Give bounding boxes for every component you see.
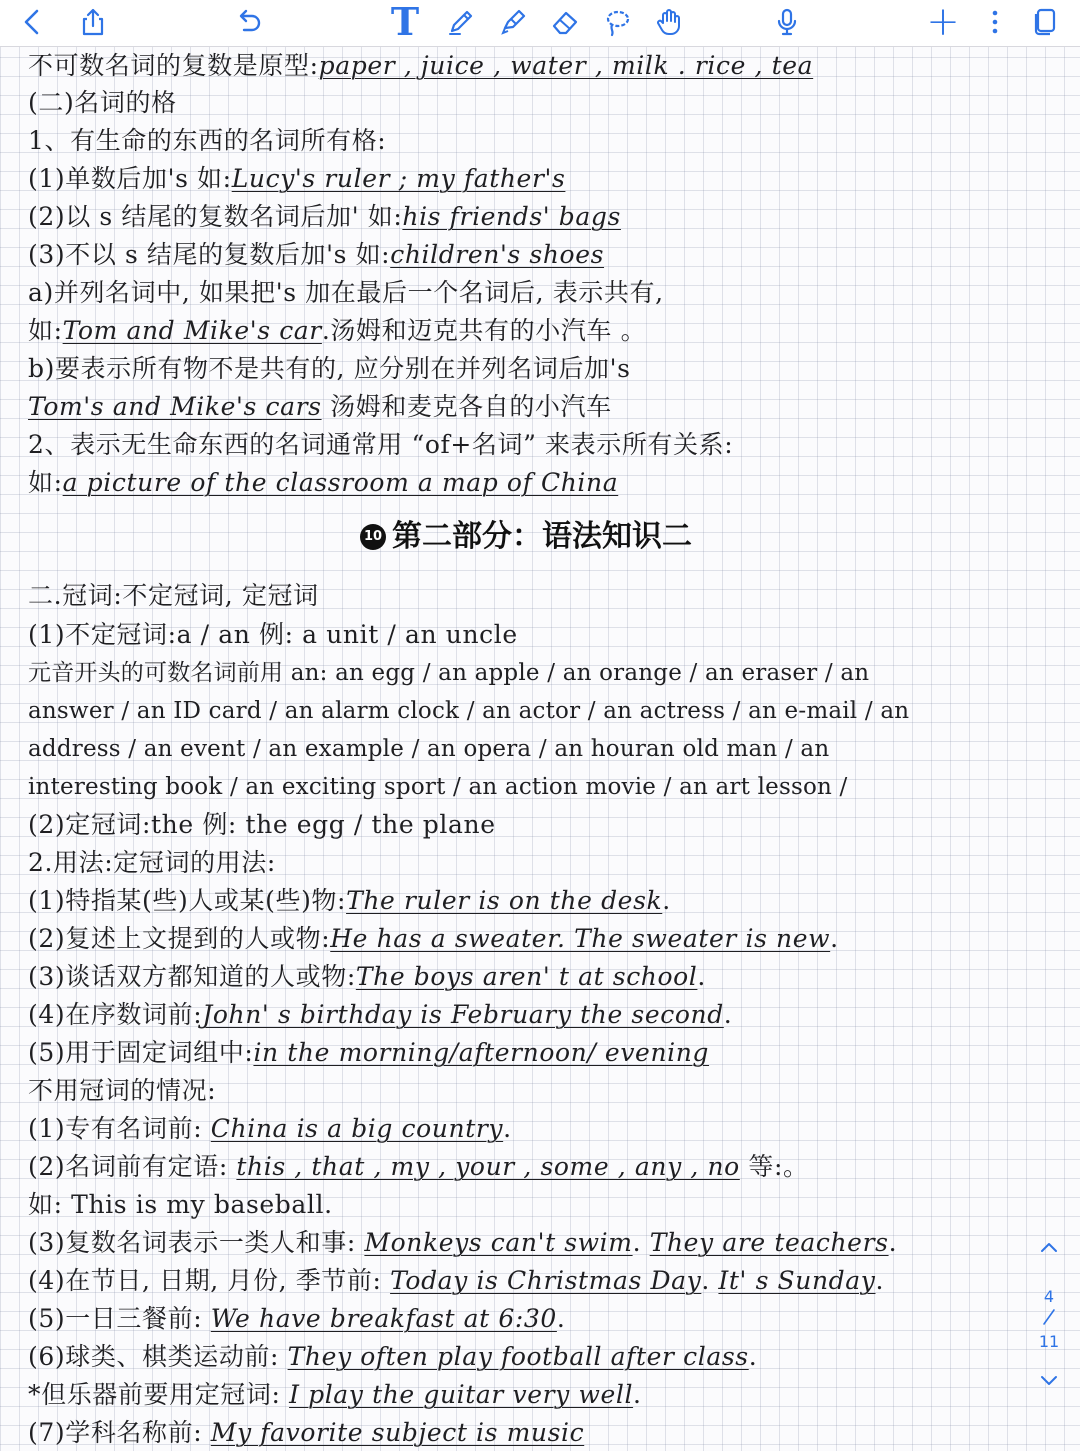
note-line: Tom's and Mike's cars 汤姆和麦克各自的小汽车 [28, 392, 612, 421]
note-line: 二.冠词:不定冠词, 定冠词 [28, 581, 319, 610]
note-line: (5)一日三餐前: We have breakfast at 6:30. [28, 1304, 566, 1333]
note-line: (2)名词前有定语: this , that , my , your , some , any , no 等:。 [28, 1152, 809, 1181]
more-icon[interactable] [976, 4, 1014, 40]
page-divider-icon [1034, 1307, 1064, 1332]
note-line: answer / an ID card / an alarm clock / an actor / an actress / an e-mail / an [28, 698, 910, 724]
note-line: 2.用法:定冠词的用法: [28, 848, 276, 877]
note-line: (6)球类、棋类运动前: They often play football after class. [28, 1342, 758, 1371]
section-number-badge: 10 [360, 524, 386, 550]
note-line: 1、有生命的东西的名词所有格: [28, 126, 387, 155]
note-line: *但乐器前要用定冠词: I play the guitar very well. [28, 1380, 642, 1409]
note-line: (2)定冠词:the 例: the egg / the plane [28, 810, 496, 839]
page-navigator [1034, 1238, 1064, 1398]
note-line: (1)特指某(些)人或某(些)物:The ruler is on the desk. [28, 886, 671, 915]
note-line: (5)用于固定词组中:in the morning/afternoon/ evening [28, 1038, 710, 1067]
back-icon[interactable] [14, 4, 52, 40]
note-line: (4)在节日, 日期, 月份, 季节前: Today is Christmas Day. It' s Sunday. [28, 1266, 885, 1295]
note-line: b)要表示所有物不是共有的, 应分别在并列名词后加's [28, 354, 631, 383]
undo-icon[interactable] [230, 4, 268, 40]
note-line: (二)名词的格 [28, 88, 177, 117]
note-line: (2)复述上文提到的人或物:He has a sweater. The sweater is new. [28, 924, 839, 953]
add-icon[interactable]: + [926, 0, 960, 45]
note-line: (1)专有名词前: China is a big country. [28, 1114, 512, 1143]
note-line: 如:Tom and Mike's car.汤姆和迈克共有的小汽车 。 [28, 316, 647, 345]
pages-icon[interactable] [1026, 4, 1064, 40]
note-line: (1)不定冠词:a / an 例: a unit / an uncle [28, 620, 518, 649]
note-line: 不用冠词的情况: [28, 1076, 217, 1105]
total-page-number: 11 [1038, 1332, 1060, 1351]
note-line: (7)学科名称前: My favorite subject is music [28, 1418, 585, 1447]
highlighter-icon[interactable] [494, 4, 532, 40]
eraser-icon[interactable] [546, 4, 584, 40]
chevron-up-icon[interactable] [1034, 1238, 1064, 1263]
note-line: (2)以 s 结尾的复数名词后加' 如:his friends' bags [28, 202, 621, 231]
note-line: (4)在序数词前:John' s birthday is February the second. [28, 1000, 733, 1029]
top-toolbar [0, 0, 1080, 47]
note-line: 如:a picture of the classroom a map of China [28, 468, 619, 497]
note-line: (3)谈话双方都知道的人或物:The boys aren' t at school. [28, 962, 706, 991]
share-icon[interactable] [74, 4, 112, 40]
note-line: 不可数名词的复数是原型:paper , juice , water , milk . rice , tea [28, 51, 814, 80]
current-page-number: 4 [1043, 1287, 1055, 1306]
note-line: (1)单数后加's 如:Lucy's ruler ; my father's [28, 164, 566, 193]
note-line: (3)复数名词表示一类人和事: Monkeys can't swim. They are teachers. [28, 1228, 898, 1257]
section-heading [360, 515, 692, 559]
chevron-down-icon[interactable] [1034, 1370, 1064, 1395]
note-line: 元音开头的可数名词前用 an: an egg / an apple / an orange / an eraser / an [28, 660, 870, 686]
text-tool-icon[interactable]: T [390, 0, 420, 44]
section-title: 第二部分：语法知识二 [392, 519, 692, 554]
note-line: 如: This is my baseball. [28, 1190, 333, 1219]
note-line: 2、表示无生命东西的名词通常用 “of+名词” 来表示所有关系: [28, 430, 734, 459]
pen-icon[interactable] [442, 4, 480, 40]
lasso-icon[interactable] [598, 4, 636, 40]
note-line: (3)不以 s 结尾的复数后加's 如:children's shoes [28, 240, 605, 269]
hand-icon[interactable] [650, 4, 688, 40]
note-line: interesting book / an exciting sport / an action movie / an art lesson / [28, 774, 848, 800]
microphone-icon[interactable] [768, 4, 806, 40]
note-line: a)并列名词中, 如果把's 加在最后一个名词后, 表示共有, [28, 278, 664, 307]
note-line: address / an event / an example / an opera / an houran old man / an [28, 736, 830, 762]
